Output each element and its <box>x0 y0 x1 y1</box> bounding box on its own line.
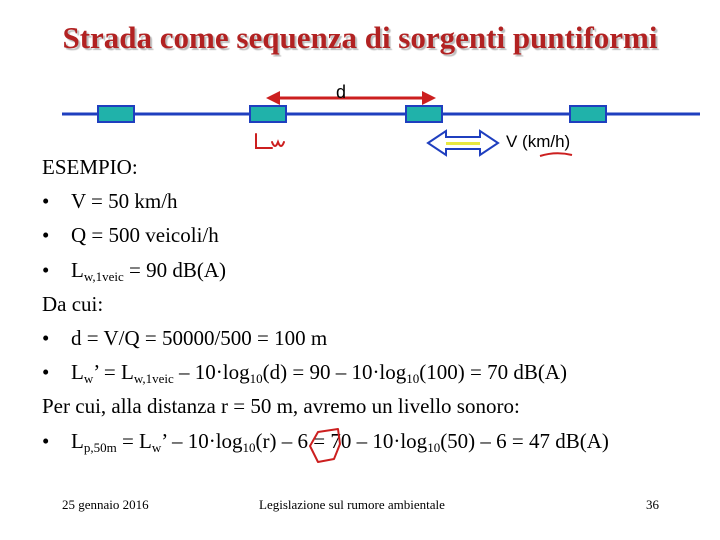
subscript: 10 <box>242 439 256 455</box>
bullet: • <box>42 257 50 282</box>
distance-label: d <box>336 82 347 102</box>
point-source <box>98 106 134 122</box>
footer-page-number: 36 <box>646 497 659 512</box>
subscript: 10 <box>406 371 420 387</box>
text-run: ’ = L <box>93 360 134 385</box>
bullet: • <box>42 360 50 385</box>
point-source <box>570 106 606 122</box>
handwritten-lw-annotation <box>256 134 284 148</box>
text-run: ’ – 10·log <box>161 428 243 453</box>
bullet: • <box>42 325 50 350</box>
text-run: (100) = 70 dB(A) <box>419 360 568 385</box>
slide-body <box>42 150 712 458</box>
text-line <box>42 355 712 389</box>
text-line <box>42 424 712 458</box>
text-run: Q = 500 veicoli/h <box>71 223 219 248</box>
bullet: • <box>42 223 50 248</box>
text-line <box>42 184 712 218</box>
text-run: = 90 dB(A) <box>123 257 227 282</box>
text-run: d = V/Q = 50000/500 = 100 m <box>71 325 328 350</box>
point-source <box>406 106 442 122</box>
subscript: 10 <box>249 371 263 387</box>
text-line: Per cui, alla distanza r = 50 m, avremo un livello sonoro: <box>42 394 520 419</box>
slide-title: Strada come sequenza di sorgenti puntiformi <box>62 20 658 55</box>
text-run: L <box>71 428 84 453</box>
point-source <box>250 106 286 122</box>
subscript: w,1veic <box>83 268 124 284</box>
text-run: L <box>71 257 84 282</box>
bullet: • <box>42 189 50 214</box>
road-diagram <box>0 70 720 160</box>
text-run: V = 50 km/h <box>71 189 178 214</box>
footer-date: 25 gennaio 2016 <box>62 497 149 512</box>
text-line: ESEMPIO: <box>42 155 138 179</box>
bullet: • <box>42 428 50 453</box>
text-line <box>42 218 712 252</box>
text-line: Da cui: <box>42 291 104 316</box>
text-run: – 10·log <box>173 360 250 385</box>
text-run: L <box>71 360 84 385</box>
subscript: 10 <box>427 439 441 455</box>
subscript: w <box>83 371 94 387</box>
text-line <box>42 321 712 355</box>
velocity-label: V (km/h) <box>506 132 571 151</box>
text-run: (50) – 6 = 47 dB(A) <box>440 428 609 453</box>
subscript: w,1veic <box>133 371 174 387</box>
text-run: = L <box>116 428 152 453</box>
subscript: w <box>151 439 162 455</box>
text-line <box>42 253 712 287</box>
subscript: p,50m <box>83 439 117 455</box>
footer-course: Legislazione sul rumore ambientale <box>259 497 445 512</box>
text-run: (r) – 6 = 70 – 10·log <box>255 428 428 453</box>
distance-arrow <box>266 91 436 105</box>
text-run: (d) = 90 – 10·log <box>262 360 407 385</box>
